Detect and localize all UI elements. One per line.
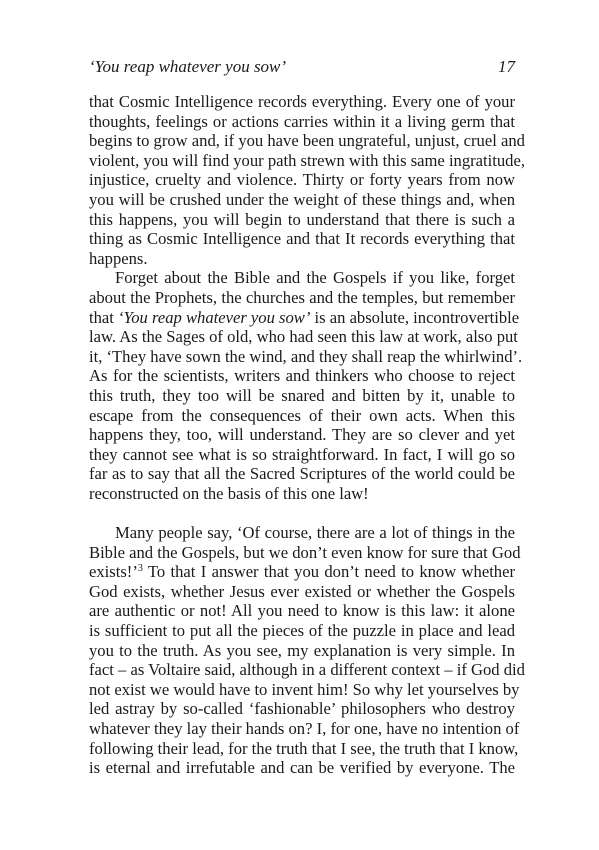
body-text	[89, 92, 525, 778]
text-line: As for the scientists, writers and thinkers who choose to reject	[89, 366, 515, 386]
text-line: following their lead, for the truth that I see, the truth that I know,	[89, 738, 519, 758]
paragraph-spacer	[89, 503, 515, 523]
text-line	[89, 307, 520, 328]
text-run: exists!’	[89, 562, 138, 582]
text-line: it, ‘They have sown the wind, and they shall reap the whirlwind’.	[89, 346, 523, 366]
text-line: fact – as Voltaire said, although in a different context – if God did	[89, 660, 525, 680]
running-head	[89, 55, 515, 79]
text-line: thing as Cosmic Intelligence and that It records everything that	[89, 229, 515, 249]
text-line: law. As the Sages of old, who had seen this law at work, also put	[89, 327, 518, 347]
text-line: injustice, cruelty and violence. Thirty or forty years from now	[89, 170, 515, 190]
italic-quote: ‘You reap whatever you sow’	[118, 307, 311, 327]
text-run: is an absolute, incontrovertible	[310, 307, 520, 327]
text-line: is eternal and irrefutable and can be verified by everyone. The	[89, 758, 515, 778]
paragraph-2	[89, 268, 523, 503]
text-line: that Cosmic Intelligence records everything. Every one of your	[89, 92, 515, 111]
text-run: To that I answer that you don’t need to know whether	[142, 562, 515, 582]
text-line: you to the truth. As you see, my explanation is very simple. In	[89, 640, 515, 660]
paragraph-1	[89, 92, 525, 268]
text-line: Forget about the Bible and the Gospels if you like, forget	[115, 268, 515, 288]
text-line: this truth, they too will be snared and bitten by it, unable to	[89, 385, 515, 405]
page-number: 17	[498, 57, 515, 76]
text-line: escape from the consequences of their own acts. When this	[89, 405, 515, 425]
text-line: far as to say that all the Sacred Scriptures of the world could be	[89, 464, 515, 484]
text-line: God exists, whether Jesus ever existed or whether the Gospels	[89, 581, 515, 601]
text-line: this happens, you will begin to understand that there is such a	[89, 209, 515, 229]
text-line: not exist we would have to invent him! So why let yourselves by	[89, 679, 520, 699]
text-line: thoughts, feelings or actions carries within it a living germ that	[89, 111, 515, 131]
text-line: begins to grow and, if you have been ungrateful, unjust, cruel and	[89, 131, 525, 151]
text-line: they cannot see what is so straightforward. In fact, I will go so	[89, 444, 515, 464]
text-line	[89, 562, 515, 582]
footnote-reference[interactable]: 3	[137, 563, 143, 575]
text-line: Many people say, ‘Of course, there are a lot of things in the	[115, 523, 515, 543]
text-line: you will be crushed under the weight of these things and, when	[89, 189, 515, 209]
text-line: reconstructed on the basis of this one law!	[89, 483, 369, 503]
text-line: is sufficient to put all the pieces of the puzzle in place and lead	[89, 621, 515, 641]
running-head-title: ‘You reap whatever you sow’	[89, 57, 287, 76]
text-line: happens.	[89, 248, 148, 268]
text-line: Bible and the Gospels, but we don’t even know for sure that God	[89, 542, 521, 562]
text-run: that	[89, 307, 119, 327]
paragraph-3	[89, 523, 525, 778]
text-line: whatever they lay their hands on? I, for one, have no intention of	[89, 719, 520, 738]
text-line: are authentic or not! All you need to know is this law: it alone	[89, 601, 515, 621]
text-line: happens they, too, will understand. They are so clever and yet	[89, 425, 515, 445]
text-line: about the Prophets, the churches and the temples, but remember	[89, 287, 515, 307]
text-line: violent, you will find your path strewn with this same ingratitude,	[89, 150, 525, 170]
text-line: led astray by so-called ‘fashionable’ philosophers who destroy	[89, 699, 515, 719]
